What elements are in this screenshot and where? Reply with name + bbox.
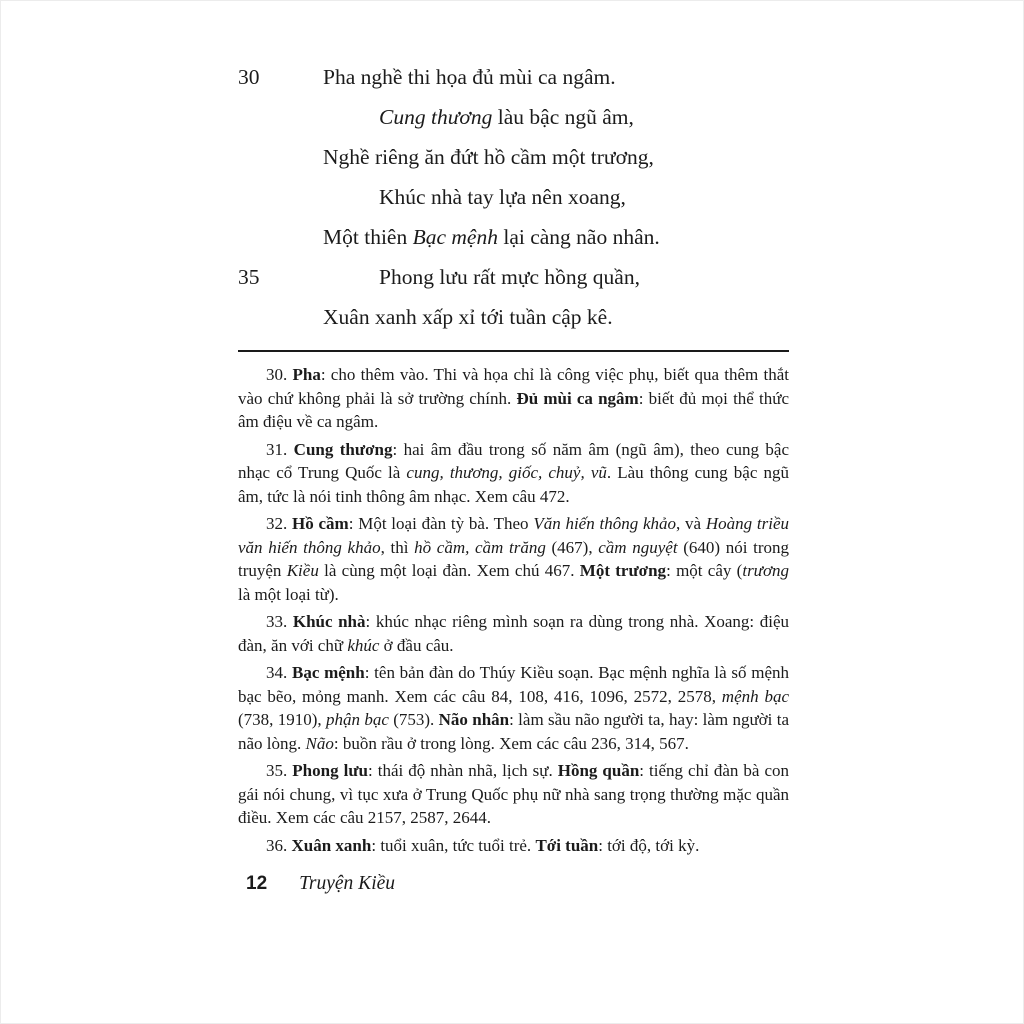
footnote-number: 30. xyxy=(266,365,293,384)
footnote-number: 31. xyxy=(266,439,294,459)
footnote xyxy=(238,438,789,509)
text-italic: cung, thương, giốc, chuỷ, vũ xyxy=(406,463,607,482)
verse-line-number xyxy=(238,97,323,137)
verse-line xyxy=(238,137,789,177)
term-bold: Pha xyxy=(292,365,321,384)
text-run: Nghề riêng ăn đứt hồ cầm một trương, xyxy=(323,145,654,169)
text-run: (467), xyxy=(545,537,599,557)
text-run: : tuổi xuân, tức tuổi trẻ. xyxy=(371,835,536,855)
text-run: : hai âm đầu trong số năm âm (ngũ âm), theo cung bậc nhạc cổ Trung Quốc là xyxy=(238,439,790,482)
text-run: (753). xyxy=(388,710,439,729)
text-run: Một thiên xyxy=(323,225,413,249)
text-run: . Làu thông cung bậc ngũ âm, tức là nói tinh thông âm nhạc. Xem câu 472. xyxy=(238,463,789,506)
text-run: là cùng một loại đàn. Xem chú 467. xyxy=(318,561,580,580)
verse-line-number: 30 xyxy=(238,65,260,89)
text-run: : tới độ, tới kỳ. xyxy=(598,835,700,855)
term-bold: Xuân xanh xyxy=(291,835,372,855)
text-run: : Một loại đàn tỳ bà. Theo xyxy=(348,514,534,533)
verse-line-number xyxy=(238,177,323,217)
footnote-separator xyxy=(238,350,789,352)
text-run: làu bậc ngũ âm, xyxy=(492,105,634,129)
verse-text xyxy=(323,97,634,137)
text-run: : khúc nhạc riêng mình soạn ra dùng trong nhà. Xoang: điệu đàn, ăn với chữ xyxy=(238,612,789,655)
verse-text xyxy=(323,57,616,97)
text-run: Pha nghề thi họa đủ mùi ca ngâm. xyxy=(323,65,616,89)
text-italic: mệnh bạc xyxy=(721,686,790,706)
term-bold: Hồng quần xyxy=(557,761,640,780)
text-run: lại càng não nhân. xyxy=(497,225,660,249)
text-italic: Bạc mệnh xyxy=(412,225,498,249)
text-run: : tên bản đàn do Thúy Kiều soạn. Bạc mệnh nghĩa là số mệnh bạc bẽo, mỏng manh. Xem các câu 84, 108, 416, 1096, 2572, 2578, xyxy=(238,663,789,706)
footnote xyxy=(238,512,789,606)
footnote-number: 36. xyxy=(266,835,292,855)
text-run: ở đầu câu. xyxy=(379,635,454,655)
footnote-number: 32. xyxy=(266,514,293,533)
text-run: : buồn rầu ở trong lòng. Xem các câu 236, 314, 567. xyxy=(333,733,689,753)
term-bold: Phong lưu xyxy=(292,761,368,780)
verse-line-number xyxy=(238,217,323,257)
text-run: Khúc nhà tay lựa nên xoang, xyxy=(379,185,626,209)
term-bold: Khúc nhà xyxy=(292,612,366,631)
verse-line xyxy=(238,217,789,257)
verse-line xyxy=(238,257,789,297)
term-bold: Hồ cầm xyxy=(292,514,349,533)
text-italic: Hoàng triều văn hiến thông khảo xyxy=(238,514,790,557)
text-italic: khúc xyxy=(347,635,380,655)
verse-text xyxy=(323,137,654,177)
text-run: : làm sầu não người ta, hay: làm người ta não lòng. xyxy=(238,710,789,753)
book-title: Truyện Kiều xyxy=(299,873,396,894)
text-run: , và xyxy=(676,514,706,533)
term-bold: Tới tuần xyxy=(535,835,599,855)
verse-line-number: 35 xyxy=(238,265,260,289)
text-italic: phận bạc xyxy=(326,710,389,729)
verse-text xyxy=(323,217,660,257)
verse-text xyxy=(323,177,626,217)
text-italic: Não xyxy=(305,733,334,753)
footnote xyxy=(238,661,789,755)
text-run: , thì xyxy=(380,537,415,557)
text-run: là một loại từ). xyxy=(238,584,339,604)
text-run: Xuân xanh xấp xỉ tới tuần cập kê. xyxy=(323,305,613,329)
text-run: : biết đủ mọi thể thức âm điệu về ca ngâm. xyxy=(238,388,789,431)
text-italic: Kiều xyxy=(286,561,319,580)
verse-line-number xyxy=(238,297,323,337)
verse-text xyxy=(323,297,613,337)
term-bold: Cung thương xyxy=(293,439,393,459)
text-run: : thái độ nhàn nhã, lịch sự. xyxy=(367,761,558,780)
page-content xyxy=(238,57,789,895)
term-bold: Não nhân xyxy=(438,710,510,729)
verse-block xyxy=(238,57,789,337)
verse-line xyxy=(238,177,789,217)
text-run: : tiếng chỉ đàn bà con gái nói chung, vì tục xưa ở Trung Quốc phụ nữ nhà sang trọng thường mặc quần điều. Xem các câu 2157, 2587, 2644. xyxy=(238,761,789,827)
page-number: 12 xyxy=(246,873,268,894)
term-bold: Một trương xyxy=(579,561,667,580)
text-run: : cho thêm vào. Thi và họa chỉ là công việc phụ, biết qua thêm thắt vào chứ không phải là sở trường chính. xyxy=(238,365,790,408)
term-bold: Đủ mùi ca ngâm xyxy=(516,388,639,408)
footnote xyxy=(238,610,789,657)
text-run: : một cây ( xyxy=(666,561,743,580)
footnotes-block xyxy=(238,363,789,857)
footnote-number: 35. xyxy=(266,761,293,780)
verse-line xyxy=(238,97,789,137)
text-run: Phong lưu rất mực hồng quần, xyxy=(379,265,640,289)
footnote xyxy=(238,834,789,858)
text-italic: Cung thương xyxy=(379,105,493,129)
footnote-number: 34. xyxy=(266,663,292,682)
verse-line xyxy=(238,297,789,337)
footnote xyxy=(238,759,789,830)
text-italic: Văn hiến thông khảo xyxy=(533,514,677,533)
text-run: (738, 1910), xyxy=(238,710,326,729)
verse-line-number xyxy=(238,137,323,177)
text-italic: trương xyxy=(742,561,790,580)
verse-text xyxy=(323,257,640,297)
page-footer xyxy=(238,873,789,895)
text-run: (640) nói trong truyện xyxy=(238,537,789,580)
term-bold: Bạc mệnh xyxy=(291,663,365,682)
footnote-number: 33. xyxy=(266,612,293,631)
text-italic: hồ cầm, cầm trăng xyxy=(414,537,546,557)
verse-line xyxy=(238,57,789,97)
footnote xyxy=(238,363,789,434)
text-italic: cầm nguyệt xyxy=(598,537,678,557)
